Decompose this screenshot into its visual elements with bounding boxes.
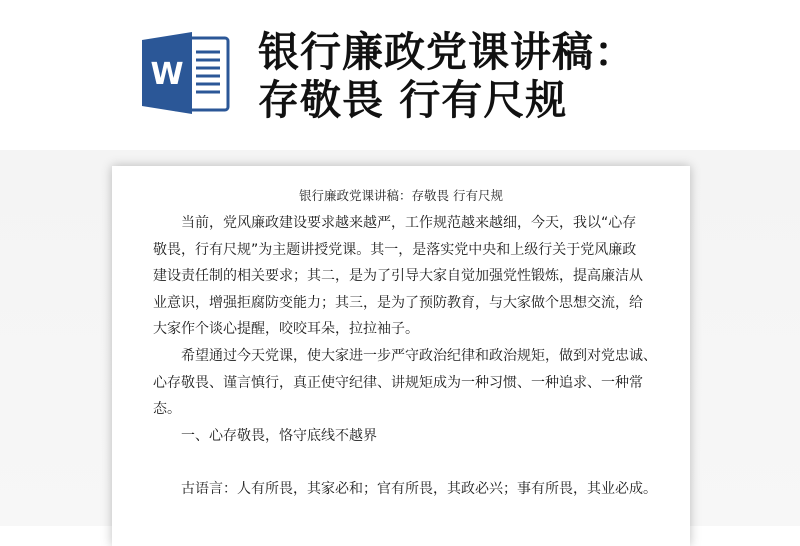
paragraph-1 xyxy=(153,210,653,343)
paragraph-line: 一、心存敬畏，恪守底线不越界 xyxy=(181,428,377,444)
title-line-2: 存敬畏 行有尺规 xyxy=(258,76,568,124)
paragraph-2 xyxy=(153,343,657,423)
paragraph-line: 希望通过今天党课，使大家进一步严守政治纪律和政治规矩，做到对党忠诚、 xyxy=(181,348,657,364)
paragraph-line: 态。 xyxy=(153,401,181,418)
section-heading-1 xyxy=(153,423,653,450)
paragraph-line: 当前，党风廉政建设要求越来越严，工作规范越来越细，今天，我以“心存 xyxy=(181,215,637,231)
paragraph-line: 大家作个谈心提醒，咬咬耳朵，拉拉袖子。 xyxy=(153,321,419,338)
page-title xyxy=(258,28,778,124)
document-page xyxy=(112,166,690,546)
document-heading: 银行廉政党课讲稿：存敬畏 行有尺规 xyxy=(299,188,503,203)
paragraph-3 xyxy=(153,476,657,503)
header-banner xyxy=(0,0,800,150)
paragraph-line: 敬畏，行有尺规”为主题讲授党课。其一，是落实党中央和上级行关于党风廉政 xyxy=(153,241,637,258)
paragraph-line: 古语言：人有所畏，其家必和；官有所畏，其政必兴；事有所畏，其业必成。 xyxy=(181,481,657,497)
word-icon-letter: W xyxy=(150,57,184,92)
paragraph-line: 心存敬畏、谨言慎行，真正使守纪律、讲规矩成为一种习惯、一种追求、一种常 xyxy=(153,374,643,391)
paragraph-line: 业意识，增强拒腐防变能力；其三，是为了预防教育，与大家做个思想交流，给 xyxy=(153,294,643,311)
word-document-icon xyxy=(140,30,232,116)
title-line-1: 银行廉政党课讲稿： xyxy=(258,28,636,76)
paragraph-line: 建设责任制的相关要求；其二，是为了引导大家自觉加强党性锻炼，提高廉洁从 xyxy=(153,268,643,285)
